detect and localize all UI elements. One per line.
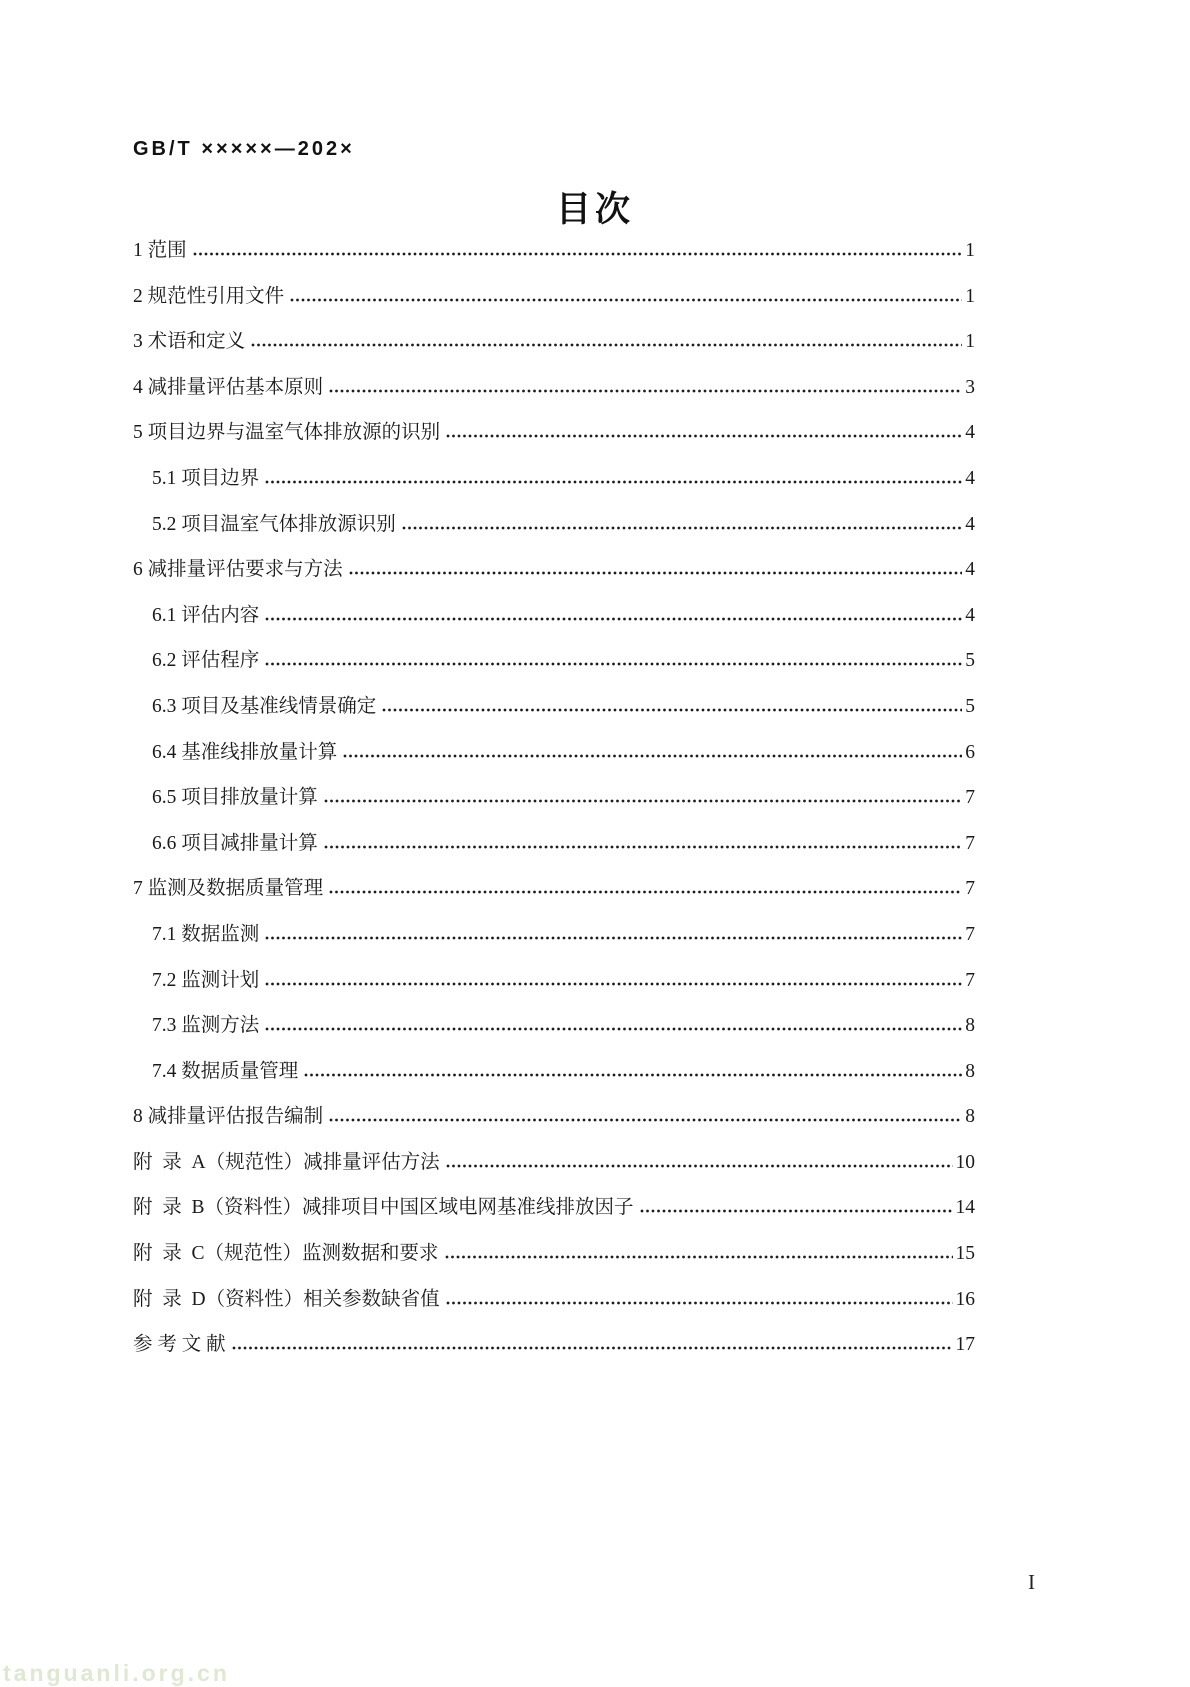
- dot-leader: [265, 480, 962, 484]
- dot-leader: [290, 298, 962, 302]
- toc-entry: [133, 912, 975, 958]
- page-title: 目次: [555, 190, 634, 229]
- toc-entry: [133, 593, 975, 639]
- toc-entry-page: 5: [965, 650, 975, 672]
- toc-entry-label: 7.2 监测计划: [152, 969, 260, 991]
- toc-entry: [133, 410, 975, 456]
- dot-leader: [446, 1301, 953, 1305]
- toc-entry-label: 6.6 项目减排量计算: [152, 832, 318, 854]
- toc-entry-page: 17: [955, 1334, 975, 1356]
- toc-entry: [133, 684, 975, 730]
- toc-list: [133, 228, 975, 1368]
- toc-entry-page: 8: [965, 1060, 975, 1082]
- toc-entry-page: 15: [955, 1243, 975, 1265]
- toc-entry-page: 16: [955, 1288, 975, 1310]
- toc-entry-label: 附 录 D（资料性）相关参数缺省值: [133, 1288, 440, 1310]
- dot-leader: [304, 1073, 962, 1077]
- toc-entry-label: 6.5 项目排放量计算: [152, 787, 318, 809]
- toc-entry: [133, 319, 975, 365]
- toc-entry: [133, 456, 975, 502]
- dot-leader: [349, 571, 963, 575]
- toc-entry-page: 4: [965, 422, 975, 444]
- toc-entry: [133, 228, 975, 274]
- toc-entry-label: 5.2 项目温室气体排放源识别: [152, 513, 396, 535]
- toc-entry: [133, 502, 975, 548]
- toc-entry-label: 6.1 评估内容: [152, 604, 260, 626]
- toc-entry-label: 2 规范性引用文件: [133, 285, 285, 307]
- dot-leader: [640, 1209, 953, 1213]
- dot-leader: [445, 1255, 953, 1259]
- toc-entry-label: 6 减排量评估要求与方法: [133, 559, 343, 581]
- dot-leader: [251, 343, 962, 347]
- dot-leader: [265, 982, 962, 986]
- toc-entry-label: 7.3 监测方法: [152, 1015, 260, 1037]
- toc-entry-label: 7.1 数据监测: [152, 923, 260, 945]
- toc-entry: [133, 1049, 975, 1095]
- dot-leader: [329, 1118, 962, 1122]
- toc-entry: [133, 730, 975, 776]
- toc-entry: [133, 1231, 975, 1277]
- dot-leader: [446, 1164, 953, 1168]
- toc-entry-label: 3 术语和定义: [133, 331, 246, 353]
- dot-leader: [232, 1346, 953, 1350]
- toc-entry-label: 5.1 项目边界: [152, 467, 260, 489]
- toc-entry: [133, 1185, 975, 1231]
- toc-entry: [133, 547, 975, 593]
- dot-leader: [265, 662, 962, 666]
- toc-entry: [133, 1277, 975, 1323]
- toc-entry: [133, 365, 975, 411]
- toc-entry: [133, 1140, 975, 1186]
- toc-entry-page: 4: [965, 513, 975, 535]
- toc-entry: [133, 1322, 975, 1368]
- dot-leader: [446, 434, 962, 438]
- toc-entry-label: 6.2 评估程序: [152, 650, 260, 672]
- toc-entry-label: 1 范围: [133, 240, 187, 261]
- toc-entry: [133, 821, 975, 867]
- toc-entry-page: 1: [965, 285, 975, 307]
- toc-entry-page: 4: [965, 467, 975, 489]
- toc-entry-label: 6.4 基准线排放量计算: [152, 741, 338, 763]
- toc-entry-page: 1: [965, 331, 975, 353]
- toc-entry-label: 附 录 A（规范性）减排量评估方法: [133, 1151, 440, 1173]
- toc-entry-label: 4 减排量评估基本原则: [133, 376, 324, 398]
- toc-entry-page: 7: [965, 969, 975, 991]
- toc-entry-page: 14: [955, 1197, 975, 1219]
- toc-entry-page: 5: [965, 695, 975, 717]
- toc-entry-page: 8: [965, 1015, 975, 1037]
- toc-entry: [133, 638, 975, 684]
- dot-leader: [324, 799, 962, 803]
- dot-leader: [402, 526, 962, 530]
- footer-page-number: I: [1028, 1570, 1035, 1594]
- dot-leader: [343, 754, 962, 758]
- toc-entry-page: 8: [965, 1106, 975, 1128]
- toc-entry: [133, 958, 975, 1004]
- toc-entry-page: 7: [965, 787, 975, 809]
- toc-entry-page: 7: [965, 878, 975, 900]
- toc-entry-page: 3: [965, 376, 975, 398]
- toc-entry-label: 8 减排量评估报告编制: [133, 1106, 324, 1128]
- dot-leader: [193, 252, 963, 256]
- dot-leader: [329, 389, 962, 393]
- toc-entry: [133, 1094, 975, 1140]
- dot-leader: [265, 936, 962, 940]
- dot-leader: [265, 1027, 962, 1031]
- toc-entry-label: 5 项目边界与温室气体排放源的识别: [133, 422, 441, 444]
- toc-entry: [133, 274, 975, 320]
- toc-entry: [133, 866, 975, 912]
- toc-entry-page: 4: [965, 604, 975, 626]
- toc-entry-page: 1: [965, 240, 975, 261]
- toc-entry-page: 4: [965, 559, 975, 581]
- toc-entry-page: 6: [965, 741, 975, 763]
- toc-entry-label: 7 监测及数据质量管理: [133, 878, 324, 900]
- toc-entry-label: 参 考 文 献: [133, 1334, 226, 1356]
- toc-entry-label: 附 录 B（资料性）减排项目中国区域电网基准线排放因子: [133, 1197, 634, 1219]
- dot-leader: [324, 845, 962, 849]
- dot-leader: [329, 890, 962, 894]
- dot-leader: [265, 617, 962, 621]
- watermark-text: tanguanli.org.cn: [3, 1660, 230, 1686]
- toc-entry-label: 附 录 C（规范性）监测数据和要求: [133, 1243, 439, 1265]
- toc-entry-page: 10: [955, 1151, 975, 1173]
- toc-entry-page: 7: [965, 923, 975, 945]
- toc-entry-page: 7: [965, 832, 975, 854]
- toc-entry: [133, 1003, 975, 1049]
- toc-entry-label: 6.3 项目及基准线情景确定: [152, 695, 377, 717]
- toc-entry: [133, 775, 975, 821]
- toc-entry-label: 7.4 数据质量管理: [152, 1060, 299, 1082]
- document-code-header: GB/T ×××××—202×: [133, 138, 355, 160]
- dot-leader: [382, 708, 962, 712]
